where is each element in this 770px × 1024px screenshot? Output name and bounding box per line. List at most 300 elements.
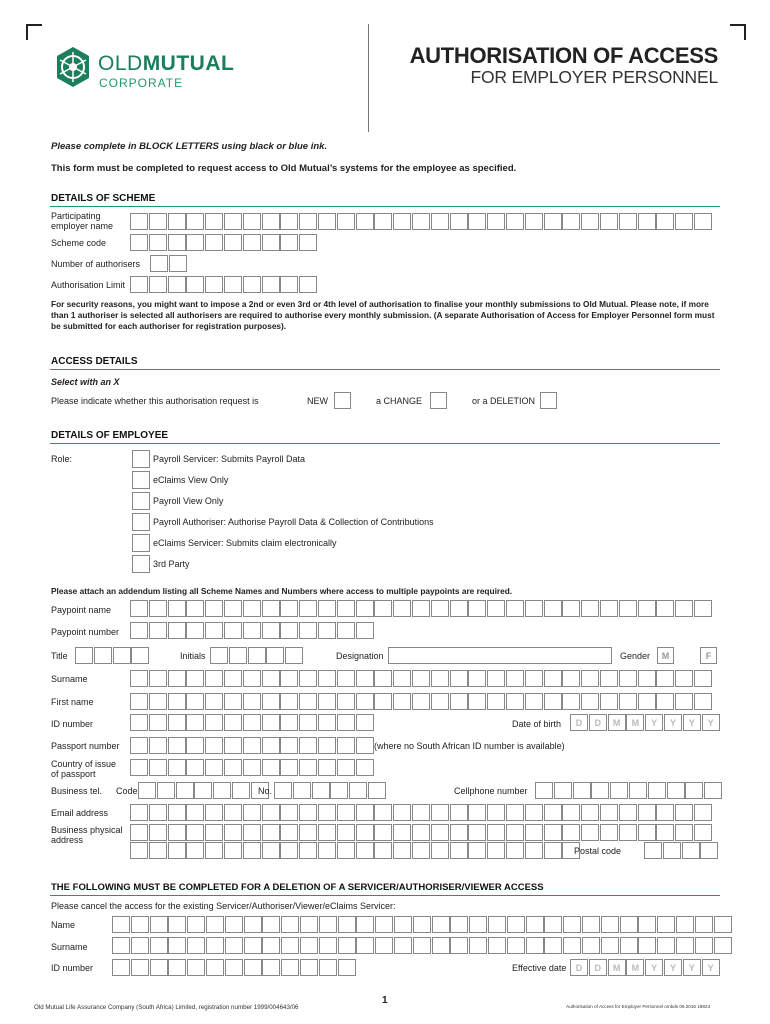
input-cell[interactable] — [544, 824, 562, 841]
title-boxes[interactable] — [75, 647, 150, 664]
input-cell[interactable] — [224, 670, 242, 687]
input-cell[interactable] — [562, 670, 580, 687]
input-cell[interactable] — [149, 213, 167, 230]
input-cell[interactable] — [205, 824, 223, 841]
input-cell[interactable] — [130, 842, 148, 859]
id-number-boxes[interactable] — [130, 714, 374, 731]
input-cell[interactable] — [695, 916, 713, 933]
input-cell[interactable] — [581, 804, 599, 821]
input-cell[interactable] — [243, 234, 261, 251]
input-cell[interactable] — [600, 600, 618, 617]
input-cell[interactable] — [374, 804, 392, 821]
input-cell[interactable] — [130, 804, 148, 821]
input-cell[interactable] — [266, 647, 284, 664]
input-cell[interactable] — [186, 622, 204, 639]
input-cell[interactable] — [526, 937, 544, 954]
input-cell[interactable] — [675, 693, 693, 710]
input-cell[interactable] — [525, 670, 543, 687]
limit-boxes[interactable] — [130, 276, 318, 293]
input-cell[interactable] — [682, 842, 700, 859]
input-cell[interactable] — [337, 670, 355, 687]
input-cell[interactable] — [281, 937, 299, 954]
opt-new-checkbox[interactable] — [334, 392, 351, 409]
input-cell[interactable] — [130, 234, 148, 251]
input-cell[interactable] — [600, 213, 618, 230]
input-cell[interactable] — [131, 937, 149, 954]
gender-f-box[interactable]: F — [700, 647, 717, 664]
input-cell[interactable] — [280, 804, 298, 821]
input-cell[interactable] — [168, 804, 186, 821]
input-cell[interactable] — [224, 234, 242, 251]
input-cell[interactable] — [280, 670, 298, 687]
postal-code-boxes[interactable] — [644, 842, 719, 859]
input-cell[interactable] — [186, 759, 204, 776]
input-cell[interactable] — [149, 693, 167, 710]
input-cell[interactable] — [431, 600, 449, 617]
input-cell[interactable] — [130, 600, 148, 617]
input-cell[interactable] — [432, 916, 450, 933]
input-cell[interactable] — [168, 693, 186, 710]
input-cell[interactable] — [431, 842, 449, 859]
input-cell[interactable] — [150, 916, 168, 933]
opt-change-checkbox[interactable] — [430, 392, 447, 409]
input-cell[interactable] — [432, 937, 450, 954]
authorisers-boxes[interactable] — [150, 255, 188, 272]
input-cell[interactable] — [243, 804, 261, 821]
input-cell[interactable] — [168, 213, 186, 230]
input-cell[interactable] — [262, 714, 280, 731]
input-cell[interactable] — [337, 759, 355, 776]
role-checkbox[interactable] — [132, 555, 150, 573]
input-cell[interactable] — [675, 804, 693, 821]
country-boxes[interactable] — [130, 759, 374, 776]
input-cell[interactable]: Y — [683, 714, 701, 731]
input-cell[interactable] — [318, 714, 336, 731]
input-cell[interactable] — [468, 600, 486, 617]
surname-boxes[interactable] — [130, 670, 713, 687]
input-cell[interactable] — [280, 276, 298, 293]
input-cell[interactable] — [318, 737, 336, 754]
gender-m-box[interactable]: M — [657, 647, 674, 664]
input-cell[interactable] — [356, 804, 374, 821]
input-cell[interactable] — [280, 234, 298, 251]
input-cell[interactable] — [319, 916, 337, 933]
input-cell[interactable] — [656, 804, 674, 821]
input-cell[interactable] — [450, 824, 468, 841]
input-cell[interactable] — [526, 916, 544, 933]
role-checkbox[interactable] — [132, 471, 150, 489]
input-cell[interactable] — [487, 600, 505, 617]
input-cell[interactable] — [205, 213, 223, 230]
input-cell[interactable] — [581, 824, 599, 841]
tel-no-boxes[interactable] — [274, 782, 387, 799]
input-cell[interactable]: D — [570, 714, 588, 731]
input-cell[interactable] — [300, 916, 318, 933]
first-name-boxes[interactable] — [130, 693, 713, 710]
input-cell[interactable] — [337, 824, 355, 841]
input-cell[interactable] — [205, 670, 223, 687]
input-cell[interactable] — [187, 959, 205, 976]
input-cell[interactable] — [206, 959, 224, 976]
input-cell[interactable] — [525, 804, 543, 821]
input-cell[interactable] — [94, 647, 112, 664]
input-cell[interactable] — [619, 824, 637, 841]
input-cell[interactable] — [75, 647, 93, 664]
input-cell[interactable] — [431, 213, 449, 230]
paypoint-name-boxes[interactable] — [130, 600, 713, 617]
input-cell[interactable] — [113, 647, 131, 664]
input-cell[interactable] — [186, 804, 204, 821]
input-cell[interactable] — [412, 600, 430, 617]
dob-boxes[interactable] — [570, 714, 720, 731]
input-cell[interactable] — [280, 693, 298, 710]
input-cell[interactable] — [562, 600, 580, 617]
input-cell[interactable] — [700, 842, 718, 859]
input-cell[interactable] — [675, 670, 693, 687]
input-cell[interactable] — [330, 782, 348, 799]
input-cell[interactable] — [168, 714, 186, 731]
input-cell[interactable] — [224, 622, 242, 639]
input-cell[interactable] — [318, 804, 336, 821]
input-cell[interactable]: D — [570, 959, 588, 976]
input-cell[interactable] — [393, 824, 411, 841]
input-cell[interactable] — [412, 213, 430, 230]
input-cell[interactable] — [619, 213, 637, 230]
input-cell[interactable] — [544, 693, 562, 710]
input-cell[interactable] — [243, 842, 261, 859]
input-cell[interactable] — [244, 916, 262, 933]
input-cell[interactable] — [544, 600, 562, 617]
input-cell[interactable] — [356, 737, 374, 754]
input-cell[interactable]: Y — [683, 959, 701, 976]
input-cell[interactable] — [205, 622, 223, 639]
input-cell[interactable] — [468, 693, 486, 710]
input-cell[interactable] — [487, 213, 505, 230]
input-cell[interactable] — [149, 759, 167, 776]
input-cell[interactable] — [356, 824, 374, 841]
cellphone-boxes[interactable] — [535, 782, 723, 799]
input-cell[interactable] — [280, 737, 298, 754]
input-cell[interactable] — [675, 213, 693, 230]
input-cell[interactable] — [619, 600, 637, 617]
input-cell[interactable] — [356, 600, 374, 617]
input-cell[interactable] — [694, 693, 712, 710]
input-cell[interactable] — [563, 916, 581, 933]
input-cell[interactable] — [356, 213, 374, 230]
passport-boxes[interactable] — [130, 737, 374, 754]
input-cell[interactable] — [412, 842, 430, 859]
input-cell[interactable] — [318, 759, 336, 776]
input-cell[interactable] — [356, 937, 374, 954]
input-cell[interactable] — [610, 782, 628, 799]
input-cell[interactable] — [300, 937, 318, 954]
input-cell[interactable] — [262, 234, 280, 251]
input-cell[interactable] — [676, 916, 694, 933]
input-cell[interactable] — [581, 670, 599, 687]
input-cell[interactable] — [487, 824, 505, 841]
input-cell[interactable] — [205, 737, 223, 754]
input-cell[interactable] — [318, 622, 336, 639]
input-cell[interactable] — [431, 824, 449, 841]
input-cell[interactable] — [150, 255, 168, 272]
input-cell[interactable] — [573, 782, 591, 799]
input-cell[interactable] — [224, 842, 242, 859]
input-cell[interactable] — [186, 714, 204, 731]
input-cell[interactable] — [525, 213, 543, 230]
input-cell[interactable] — [243, 213, 261, 230]
input-cell[interactable] — [248, 647, 266, 664]
input-cell[interactable] — [487, 693, 505, 710]
input-cell[interactable] — [450, 916, 468, 933]
input-cell[interactable] — [393, 693, 411, 710]
input-cell[interactable] — [412, 804, 430, 821]
designation-field[interactable] — [388, 647, 612, 664]
input-cell[interactable] — [656, 213, 674, 230]
input-cell[interactable] — [685, 782, 703, 799]
deletion-surname-boxes[interactable] — [112, 937, 732, 954]
input-cell[interactable] — [525, 693, 543, 710]
input-cell[interactable] — [205, 276, 223, 293]
input-cell[interactable] — [205, 714, 223, 731]
participating-employer-boxes[interactable] — [130, 213, 713, 230]
email-boxes[interactable] — [130, 804, 713, 821]
role-checkbox[interactable] — [132, 534, 150, 552]
input-cell[interactable] — [488, 937, 506, 954]
input-cell[interactable] — [187, 937, 205, 954]
input-cell[interactable] — [412, 670, 430, 687]
input-cell[interactable] — [169, 255, 187, 272]
input-cell[interactable] — [205, 600, 223, 617]
input-cell[interactable] — [356, 842, 374, 859]
input-cell[interactable] — [374, 693, 392, 710]
input-cell[interactable] — [431, 693, 449, 710]
input-cell[interactable] — [544, 937, 562, 954]
address-boxes[interactable] — [130, 842, 581, 859]
input-cell[interactable] — [205, 693, 223, 710]
input-cell[interactable]: Y — [702, 714, 720, 731]
input-cell[interactable] — [619, 693, 637, 710]
input-cell[interactable] — [243, 737, 261, 754]
input-cell[interactable] — [412, 824, 430, 841]
input-cell[interactable] — [638, 670, 656, 687]
input-cell[interactable] — [562, 824, 580, 841]
input-cell[interactable]: Y — [664, 714, 682, 731]
input-cell[interactable] — [704, 782, 722, 799]
input-cell[interactable] — [280, 824, 298, 841]
input-cell[interactable] — [714, 937, 732, 954]
input-cell[interactable] — [337, 213, 355, 230]
input-cell[interactable] — [468, 804, 486, 821]
input-cell[interactable] — [393, 804, 411, 821]
input-cell[interactable] — [656, 693, 674, 710]
input-cell[interactable] — [450, 600, 468, 617]
input-cell[interactable] — [393, 213, 411, 230]
input-cell[interactable] — [368, 782, 386, 799]
input-cell[interactable] — [619, 670, 637, 687]
input-cell[interactable] — [262, 600, 280, 617]
input-cell[interactable] — [262, 824, 280, 841]
input-cell[interactable] — [149, 234, 167, 251]
input-cell[interactable] — [243, 622, 261, 639]
input-cell[interactable] — [280, 622, 298, 639]
input-cell[interactable] — [168, 234, 186, 251]
input-cell[interactable] — [506, 693, 524, 710]
input-cell[interactable] — [450, 842, 468, 859]
input-cell[interactable] — [374, 213, 392, 230]
input-cell[interactable] — [694, 670, 712, 687]
input-cell[interactable] — [375, 937, 393, 954]
input-cell[interactable] — [667, 782, 685, 799]
input-cell[interactable] — [507, 916, 525, 933]
input-cell[interactable] — [262, 916, 280, 933]
input-cell[interactable] — [149, 622, 167, 639]
input-cell[interactable] — [319, 959, 337, 976]
input-cell[interactable] — [299, 670, 317, 687]
input-cell[interactable] — [648, 782, 666, 799]
input-cell[interactable] — [112, 959, 130, 976]
input-cell[interactable] — [224, 714, 242, 731]
input-cell[interactable] — [356, 714, 374, 731]
input-cell[interactable] — [544, 804, 562, 821]
input-cell[interactable] — [299, 804, 317, 821]
input-cell[interactable] — [600, 824, 618, 841]
input-cell[interactable] — [130, 670, 148, 687]
input-cell[interactable] — [280, 759, 298, 776]
input-cell[interactable] — [149, 714, 167, 731]
input-cell[interactable] — [130, 213, 148, 230]
input-cell[interactable] — [656, 824, 674, 841]
input-cell[interactable] — [600, 693, 618, 710]
input-cell[interactable] — [318, 842, 336, 859]
input-cell[interactable] — [168, 842, 186, 859]
input-cell[interactable] — [356, 670, 374, 687]
input-cell[interactable] — [638, 824, 656, 841]
input-cell[interactable] — [638, 600, 656, 617]
input-cell[interactable] — [507, 937, 525, 954]
input-cell[interactable] — [582, 916, 600, 933]
input-cell[interactable] — [413, 916, 431, 933]
input-cell[interactable] — [112, 916, 130, 933]
input-cell[interactable] — [638, 213, 656, 230]
input-cell[interactable] — [224, 276, 242, 293]
paypoint-number-boxes[interactable] — [130, 622, 374, 639]
input-cell[interactable] — [695, 937, 713, 954]
input-cell[interactable]: M — [626, 959, 644, 976]
input-cell[interactable] — [663, 842, 681, 859]
input-cell[interactable] — [563, 937, 581, 954]
input-cell[interactable] — [243, 693, 261, 710]
input-cell[interactable] — [168, 670, 186, 687]
input-cell[interactable] — [337, 737, 355, 754]
input-cell[interactable] — [280, 842, 298, 859]
input-cell[interactable] — [176, 782, 194, 799]
input-cell[interactable] — [138, 782, 156, 799]
input-cell[interactable] — [487, 842, 505, 859]
input-cell[interactable] — [601, 937, 619, 954]
input-cell[interactable] — [506, 842, 524, 859]
input-cell[interactable] — [374, 824, 392, 841]
input-cell[interactable] — [450, 804, 468, 821]
input-cell[interactable] — [657, 937, 675, 954]
input-cell[interactable] — [130, 714, 148, 731]
input-cell[interactable] — [224, 600, 242, 617]
input-cell[interactable] — [431, 670, 449, 687]
input-cell[interactable] — [281, 916, 299, 933]
input-cell[interactable] — [194, 782, 212, 799]
input-cell[interactable] — [694, 804, 712, 821]
input-cell[interactable]: D — [589, 959, 607, 976]
input-cell[interactable] — [186, 737, 204, 754]
input-cell[interactable] — [243, 276, 261, 293]
input-cell[interactable] — [657, 916, 675, 933]
input-cell[interactable] — [450, 213, 468, 230]
input-cell[interactable] — [130, 693, 148, 710]
input-cell[interactable] — [299, 693, 317, 710]
input-cell[interactable] — [506, 213, 524, 230]
input-cell[interactable] — [525, 824, 543, 841]
effective-date-boxes[interactable] — [570, 959, 720, 976]
input-cell[interactable] — [299, 824, 317, 841]
input-cell[interactable] — [186, 234, 204, 251]
input-cell[interactable] — [374, 600, 392, 617]
input-cell[interactable] — [206, 916, 224, 933]
input-cell[interactable] — [210, 647, 228, 664]
initials-boxes[interactable] — [210, 647, 304, 664]
input-cell[interactable] — [205, 234, 223, 251]
input-cell[interactable] — [450, 670, 468, 687]
input-cell[interactable] — [675, 600, 693, 617]
input-cell[interactable] — [299, 213, 317, 230]
input-cell[interactable] — [591, 782, 609, 799]
input-cell[interactable] — [186, 670, 204, 687]
input-cell[interactable] — [431, 804, 449, 821]
input-cell[interactable] — [638, 804, 656, 821]
input-cell[interactable] — [620, 937, 638, 954]
input-cell[interactable] — [299, 234, 317, 251]
input-cell[interactable] — [262, 937, 280, 954]
input-cell[interactable] — [694, 824, 712, 841]
input-cell[interactable] — [168, 916, 186, 933]
input-cell[interactable] — [544, 213, 562, 230]
input-cell[interactable] — [619, 804, 637, 821]
input-cell[interactable]: M — [626, 714, 644, 731]
input-cell[interactable] — [262, 759, 280, 776]
input-cell[interactable] — [205, 842, 223, 859]
input-cell[interactable] — [393, 600, 411, 617]
input-cell[interactable] — [131, 647, 149, 664]
input-cell[interactable] — [450, 693, 468, 710]
input-cell[interactable] — [562, 693, 580, 710]
input-cell[interactable] — [714, 916, 732, 933]
input-cell[interactable] — [337, 804, 355, 821]
opt-deletion-checkbox[interactable] — [540, 392, 557, 409]
input-cell[interactable] — [468, 213, 486, 230]
input-cell[interactable] — [525, 842, 543, 859]
input-cell[interactable] — [638, 916, 656, 933]
input-cell[interactable] — [130, 737, 148, 754]
input-cell[interactable] — [656, 600, 674, 617]
input-cell[interactable] — [581, 693, 599, 710]
input-cell[interactable] — [186, 600, 204, 617]
input-cell[interactable] — [318, 600, 336, 617]
input-cell[interactable] — [299, 737, 317, 754]
input-cell[interactable] — [318, 670, 336, 687]
input-cell[interactable] — [393, 842, 411, 859]
input-cell[interactable] — [243, 714, 261, 731]
input-cell[interactable] — [638, 937, 656, 954]
input-cell[interactable] — [676, 937, 694, 954]
input-cell[interactable] — [243, 670, 261, 687]
